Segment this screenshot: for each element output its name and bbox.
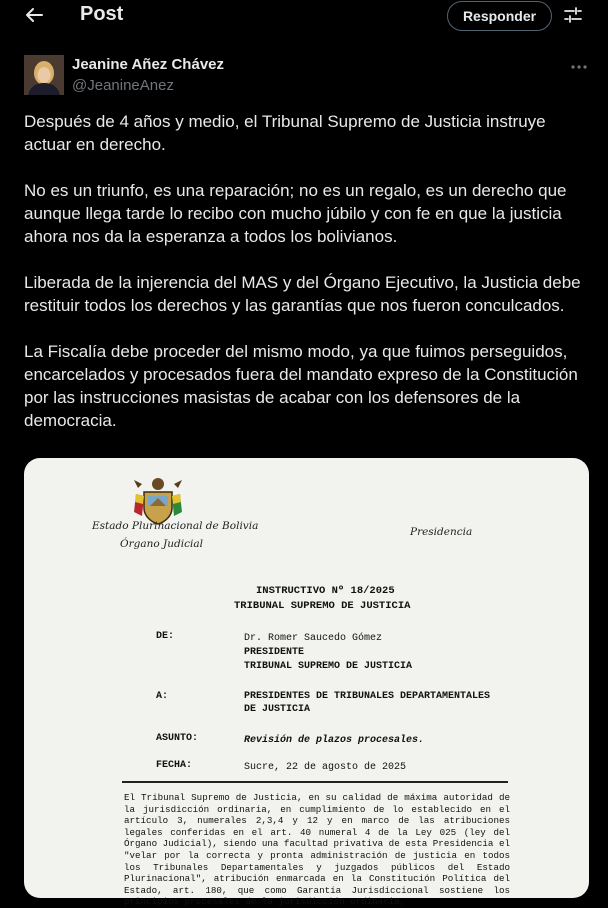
doc-presidencia: Presidencia xyxy=(410,526,473,538)
avatar[interactable] xyxy=(24,55,64,95)
back-button[interactable] xyxy=(18,2,50,32)
doc-org-line1: Estado Plurinacional de Bolivia xyxy=(92,520,259,532)
doc-divider xyxy=(122,781,508,783)
doc-fecha-value: Sucre, 22 de agosto de 2025 xyxy=(244,762,407,773)
doc-title: INSTRUCTIVO Nº 18/2025 xyxy=(256,585,395,597)
post-image[interactable] xyxy=(24,458,589,908)
doc-a-line1: PRESIDENTES DE TRIBUNALES DEPARTAMENTALES xyxy=(244,691,491,702)
doc-a-line2: DE JUSTICIA xyxy=(244,704,311,715)
doc-de-org: TRIBUNAL SUPREMO DE JUSTICIA xyxy=(244,661,413,672)
post-header xyxy=(0,0,608,34)
more-options-button[interactable] xyxy=(566,56,592,76)
doc-a-label: A: xyxy=(156,691,169,702)
reply-button[interactable]: Responder xyxy=(447,1,552,31)
post-paragraph: Liberada de la injerencia del MAS y del Órgano Ejecutivo, la Justicia debe restituir todos los derechos y las garantías que nos fueron conculcados. xyxy=(24,273,581,315)
post-paragraph: No es un triunfo, es una reparación; no es un regalo, es un derecho que aunque llega tarde lo recibo con mucho júbilo y con fe en que la justicia ahora nos da la esperanza a todos los bolivianos. xyxy=(24,181,567,246)
author-handle[interactable]: @JeanineAnez xyxy=(72,77,174,94)
post-paragraph: La Fiscalía debe proceder del mismo modo, ya que fuimos perseguidos, encarcelados y procesados fuera del mandato expreso de la Constitución por las instrucciones masistas de acabar con los defensores de la democracia. xyxy=(24,342,578,430)
more-dots-icon xyxy=(570,57,588,75)
doc-asunto-value: Revisión de plazos procesales. xyxy=(244,735,425,746)
post-text xyxy=(24,110,589,455)
sliders-icon xyxy=(563,5,583,30)
doc-fecha-label: FECHA: xyxy=(156,760,193,771)
doc-subtitle: TRIBUNAL SUPREMO DE JUSTICIA xyxy=(234,600,411,612)
filter-button[interactable] xyxy=(560,4,586,30)
doc-de-role: PRESIDENTE xyxy=(244,647,305,658)
doc-de-name: Dr. Romer Saucedo Gómez xyxy=(244,633,383,644)
doc-body-text: El Tribunal Supremo de Justicia, en su calidad de máxima autoridad de la jurisdicción ordinaria, en cumplimiento de lo establecido en el artículo 3, numerales 2,3,4 y 12 y en marco de las atribuciones legales conferidas en el art. 40 numeral 4 de la Ley 025 (ley del Órgano Judicial), siendo una facultad privativa de esta Presidencia el "velar por la correcta y pronta administración de justicia en todos los Tribunales Departamentales y juzgados públicos del Estado Plurinacional", atribución enmarcada en la Constitución Política del Estado, art. 180, que como Garantía Jurisdiccional sostiene los principios procesales de la jurisdicción ordinaria, xyxy=(124,792,510,908)
arrow-left-icon xyxy=(24,5,44,30)
doc-asunto-label: ASUNTO: xyxy=(156,733,199,744)
doc-org-line2: Órgano Judicial xyxy=(120,538,203,550)
page-title: Post xyxy=(80,3,124,25)
post-paragraph: Después de 4 años y medio, el Tribunal Supremo de Justicia instruye actuar en derecho. xyxy=(24,112,546,154)
author-name[interactable]: Jeanine Añez Chávez xyxy=(72,56,224,73)
doc-de-label: DE: xyxy=(156,631,175,642)
